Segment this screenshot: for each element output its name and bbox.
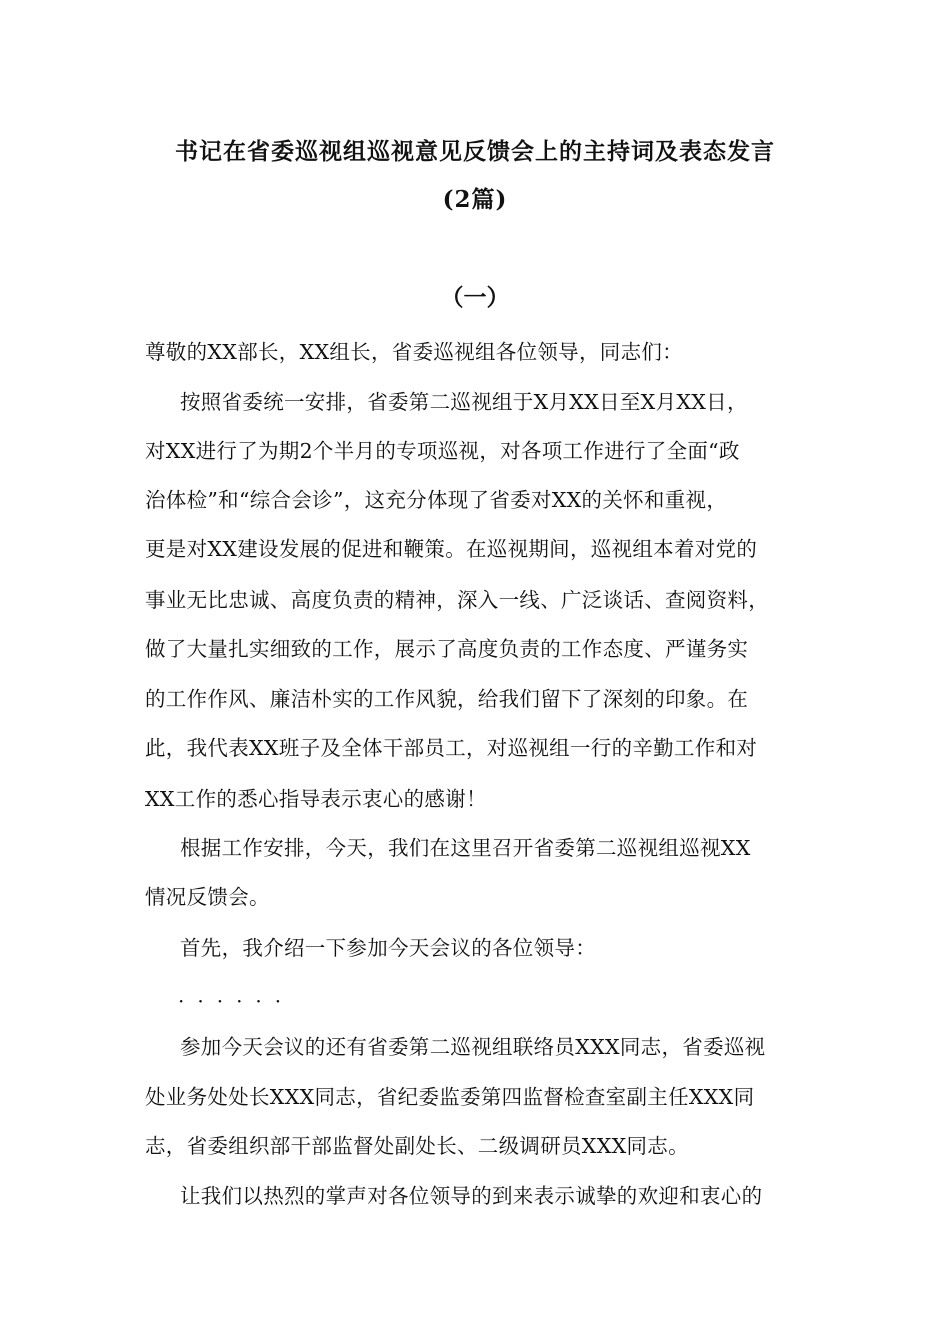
- text-line: 治体检”和“综合会诊”，这充分体现了省委对XX的关怀和重视，: [145, 488, 728, 512]
- text-line: 情况反馈会。: [145, 885, 270, 909]
- text-line: 首先，我介绍一下参加今天会议的各位领导：: [180, 936, 596, 960]
- document-title-subtitle: (2篇): [442, 186, 508, 213]
- text-line: 的工作作风、廉洁朴实的工作风貌，给我们留下了深刻的印象。在: [145, 687, 749, 711]
- text-line: 根据工作安排，今天，我们在这里召开省委第二巡视组巡视XX: [180, 836, 751, 860]
- text-line: 处业务处处长XXX同志，省纪委监委第四监督检查室副主任XXX同: [145, 1085, 755, 1109]
- text-line: 按照省委统一安排，省委第二巡视组于X月XX日至X月XX日，: [180, 390, 748, 414]
- text-line: 志，省委组织部干部监督处副处长、二级调研员XXX同志。: [145, 1134, 689, 1158]
- text-line: 做了大量扎实细致的工作，展示了高度负责的工作态度、严谨务实: [145, 637, 749, 661]
- document-title: 书记在省委巡视组巡视意见反馈会上的主持词及表态发言: [175, 138, 775, 165]
- text-line: 参加今天会议的还有省委第二巡视组联络员XXX同志，省委巡视: [180, 1035, 766, 1059]
- text-line: 此，我代表XX班子及全体干部员工，对巡视组一行的辛勤工作和对: [145, 736, 758, 760]
- text-line: 事业无比忠诚、高度负责的精神，深入一线、广泛谈话、查阅资料，: [145, 588, 769, 612]
- text-line: 对XX进行了为期2个半月的专项巡视，对各项工作进行了全面“政: [145, 439, 740, 463]
- section-heading: （一）: [440, 284, 510, 311]
- text-line: 更是对XX建设发展的促进和鞭策。在巡视期间，巡视组本着对党的: [145, 537, 758, 561]
- text-line: XX工作的悉心指导表示衷心的感谢！: [145, 787, 487, 811]
- ellipsis-dots: ······: [178, 989, 295, 1013]
- text-line: 让我们以热烈的掌声对各位领导的到来表示诚挚的欢迎和衷心的: [180, 1184, 763, 1208]
- salutation-line: 尊敬的XX部长，XX组长，省委巡视组各位领导，同志们：: [145, 340, 683, 364]
